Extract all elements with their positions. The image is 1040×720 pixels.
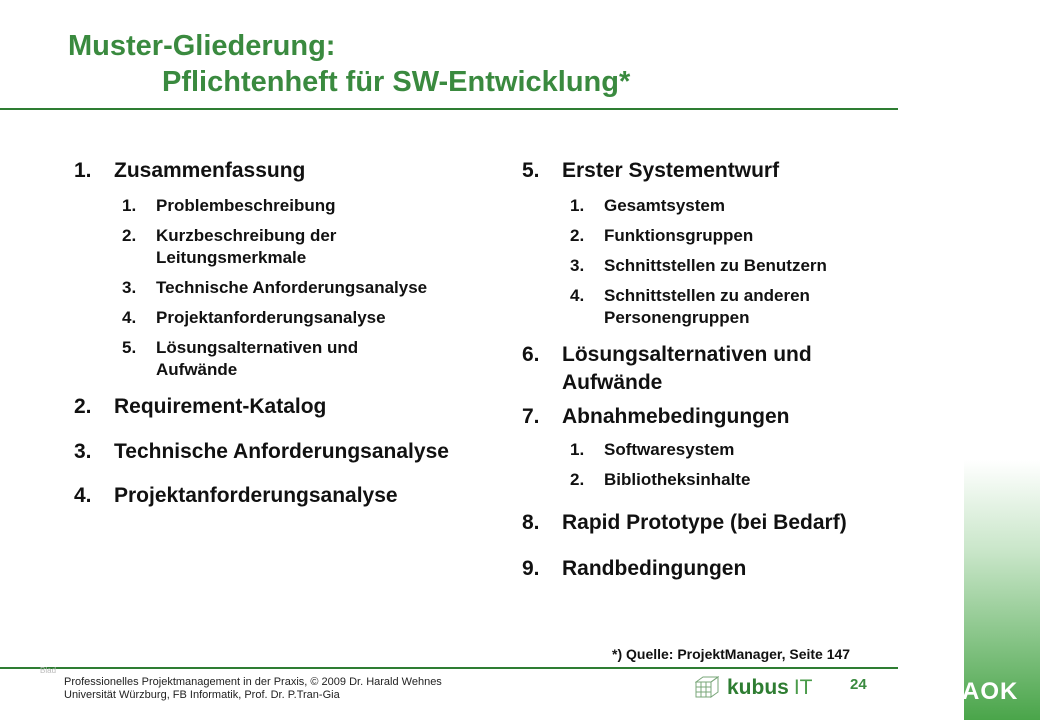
- kubus-it-word: IT: [793, 676, 813, 699]
- item-label: Requirement-Katalog: [114, 395, 327, 418]
- outline-subitem: [122, 337, 426, 381]
- page-number: 24: [850, 676, 867, 693]
- subitem-label: Schnittstellen zu anderen Personengruppen: [604, 286, 810, 327]
- outline-item: [522, 555, 922, 583]
- outline-item: [522, 157, 922, 185]
- slide-title: [68, 28, 630, 101]
- kubus-logo: [695, 676, 813, 700]
- subitem-number: 3.: [570, 256, 585, 275]
- subitem-label: Problembeschreibung: [156, 196, 336, 215]
- subitem-number: 1.: [570, 196, 585, 215]
- outline-item: [522, 509, 922, 537]
- subitem-number: 2.: [570, 226, 585, 245]
- footer-line-1: Professionelles Projektmanagement in der Praxis, © 2009 Dr. Harald Wehnes: [64, 676, 442, 688]
- outline-item: [74, 393, 514, 421]
- subitem-number: 2.: [570, 470, 585, 489]
- title-line-2: Pflichtenheft für SW-Entwicklung*: [162, 66, 631, 99]
- item-number: 4.: [74, 484, 92, 507]
- item-number: 8.: [522, 511, 540, 534]
- outline-right-column: [522, 157, 922, 583]
- kubus-wordmark: [727, 676, 813, 700]
- subitem-label: Projektanforderungsanalyse: [156, 308, 386, 327]
- item-label: Randbedingungen: [562, 557, 747, 580]
- subitem-label: Bibliotheksinhalte: [604, 470, 751, 489]
- item-number: 3.: [74, 440, 92, 463]
- title-line-1: Muster-Gliederung:: [68, 30, 336, 62]
- subitem-number: 4.: [570, 286, 585, 305]
- subitem-number: 1.: [570, 440, 585, 459]
- item-number: 6.: [522, 343, 540, 366]
- subitem-number: 5.: [122, 338, 137, 357]
- footer-text: [64, 676, 442, 702]
- item-label: Technische Anforderungsanalyse: [114, 440, 449, 463]
- outline-subitem: [570, 285, 884, 329]
- aok-logo: AOK: [962, 678, 1019, 705]
- cube-grid-icon: [695, 676, 719, 700]
- source-note: *) Quelle: ProjektManager, Seite 147: [612, 646, 851, 662]
- outline-left-column: [74, 157, 514, 510]
- item-label: Lösungsalternativen und Aufwände: [562, 343, 812, 394]
- outline-item: [522, 341, 812, 397]
- subitem-label: Lösungsalternativen und Aufwände: [156, 338, 359, 379]
- footer-line-2: Universität Würzburg, FB Informatik, Prof. Dr. P.Tran-Gia: [64, 689, 340, 701]
- outline-subitem: [122, 225, 456, 269]
- kubus-word: kubus: [727, 676, 789, 699]
- item-number: 1.: [74, 159, 92, 182]
- subitem-number: 4.: [122, 308, 137, 327]
- outline-subitem: [570, 469, 922, 491]
- item-label: Abnahmebedingungen: [562, 405, 790, 428]
- item-number: 2.: [74, 395, 92, 418]
- subitem-label: Funktionsgruppen: [604, 226, 754, 245]
- subitem-number: 3.: [122, 278, 137, 297]
- subitem-label: Technische Anforderungsanalyse: [156, 278, 428, 297]
- title-divider: [0, 108, 898, 110]
- subitem-label: Schnittstellen zu Benutzern: [604, 256, 827, 275]
- outline-subitem: [570, 439, 922, 461]
- outline-subitem: [570, 225, 922, 247]
- outline-item: [74, 157, 514, 185]
- outline-subitem: [122, 277, 514, 299]
- item-number: 9.: [522, 557, 540, 580]
- footer-divider: [0, 667, 898, 669]
- outline-subitem: [122, 195, 514, 217]
- subitem-number: 2.: [122, 226, 137, 245]
- outline-item: [522, 403, 922, 431]
- subitem-label: Softwaresystem: [604, 440, 735, 459]
- footer-small-label: Blad: [40, 666, 57, 675]
- item-label: Projektanforderungsanalyse: [114, 484, 398, 507]
- item-number: 7.: [522, 405, 540, 428]
- subitem-number: 1.: [122, 196, 137, 215]
- outline-subitem: [570, 255, 922, 277]
- item-label: Erster Systementwurf: [562, 159, 780, 182]
- item-number: 5.: [522, 159, 540, 182]
- item-label: Rapid Prototype (bei Bedarf): [562, 511, 847, 534]
- outline-subitem: [570, 195, 922, 217]
- subitem-label: Kurzbeschreibung der Leitungsmerkmale: [156, 226, 337, 267]
- outline-item: [74, 482, 514, 510]
- outline-subitem: [122, 307, 514, 329]
- subitem-label: Gesamtsystem: [604, 196, 725, 215]
- outline-item: [74, 438, 514, 466]
- item-label: Zusammenfassung: [114, 159, 306, 182]
